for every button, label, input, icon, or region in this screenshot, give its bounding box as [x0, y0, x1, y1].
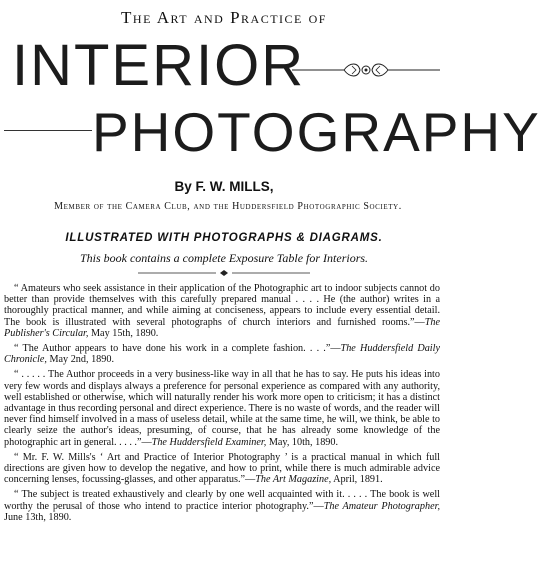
- review-text: “ Mr. F. W. Mills's ‘ Art and Practice of Interior Photography ’ is a practical manual in which full directions are given how to develop the negative, and how to print, while there is much admirable advice concerning lenses, focussing-glasses, and other apparatus.”—: [4, 451, 440, 486]
- review-date: May 2nd, 1890.: [46, 354, 114, 366]
- review-source: The Publisher's Circular,: [4, 316, 440, 339]
- exposure-table-note: This book contains a complete Exposure Table for Interiors.: [79, 251, 369, 265]
- review-source: The Art Magazine,: [255, 474, 332, 486]
- review-quote: [4, 452, 440, 486]
- review-text: “ The Author appears to have done his work in a complete fashion. . . .”—: [14, 343, 341, 355]
- flourish-ornament: [292, 58, 440, 82]
- review-source: The Huddersfield Examiner,: [151, 436, 267, 448]
- review-date: June 13th, 1890.: [4, 511, 72, 523]
- review-date: May, 10th, 1890.: [266, 436, 339, 448]
- review-date: April, 1891.: [331, 474, 383, 486]
- review-text: “ Amateurs who seek assistance in their application of the Photographic art to indoor subjects cannot do better than provide themselves with this carefully prepared manual . . . . He (the author) writes in a thoroughly practical manner, and while aiming at conciseness, appears to include every essential detail. The book is illustrated with several photographs of church interiors and furnished rooms.”—: [4, 283, 440, 328]
- review-quote: [4, 343, 440, 365]
- review-text: “ . . . . . The Author proceeds in a very business-like way in all that he has to say. He puts his ideas into very few words and displays always a preference for personal experience as compared with any authority, well established or otherwise, which will naturally render his work more open to criticism; it has a distinct advantage in thus recording personal and direct experience. There is no waste of words, and the reader will never find himself involved in a mass of useless detail, while at the same time, he will, we think, be able to clearly seize the author's ideas, presuming, of course, that he has already some knowledge of the photographic art in general. . . . .”—: [4, 369, 440, 448]
- author-membership: Member of the Camera Club, and the Huddersfield Photographic Society.: [54, 201, 402, 212]
- title-interior: INTERIOR: [12, 33, 306, 98]
- review-date: May 15th, 1890.: [88, 327, 159, 339]
- title-photography: PHOTOGRAPHY: [92, 101, 541, 163]
- author-byline: By F. W. MILLS,: [174, 179, 274, 194]
- review-source: The Amateur Photographer,: [323, 500, 440, 512]
- top-title: The Art and Practice of: [121, 8, 327, 27]
- title-rule: [4, 130, 92, 131]
- review-source: The Huddersfield Daily Chronicle,: [4, 343, 440, 366]
- review-quote: [4, 369, 440, 447]
- review-quotes: [4, 283, 440, 527]
- review-quote: [4, 283, 440, 339]
- section-divider: [138, 270, 310, 276]
- illustrated-line: ILLUSTRATED WITH PHOTOGRAPHS & DIAGRAMS.: [65, 232, 383, 244]
- review-text: “ The subject is treated exhaustively and clearly by one well acquainted with it. . . . . The book is well worthy the perusal of those who intend to practice interior photography.”—: [4, 489, 440, 512]
- review-quote: [4, 489, 440, 523]
